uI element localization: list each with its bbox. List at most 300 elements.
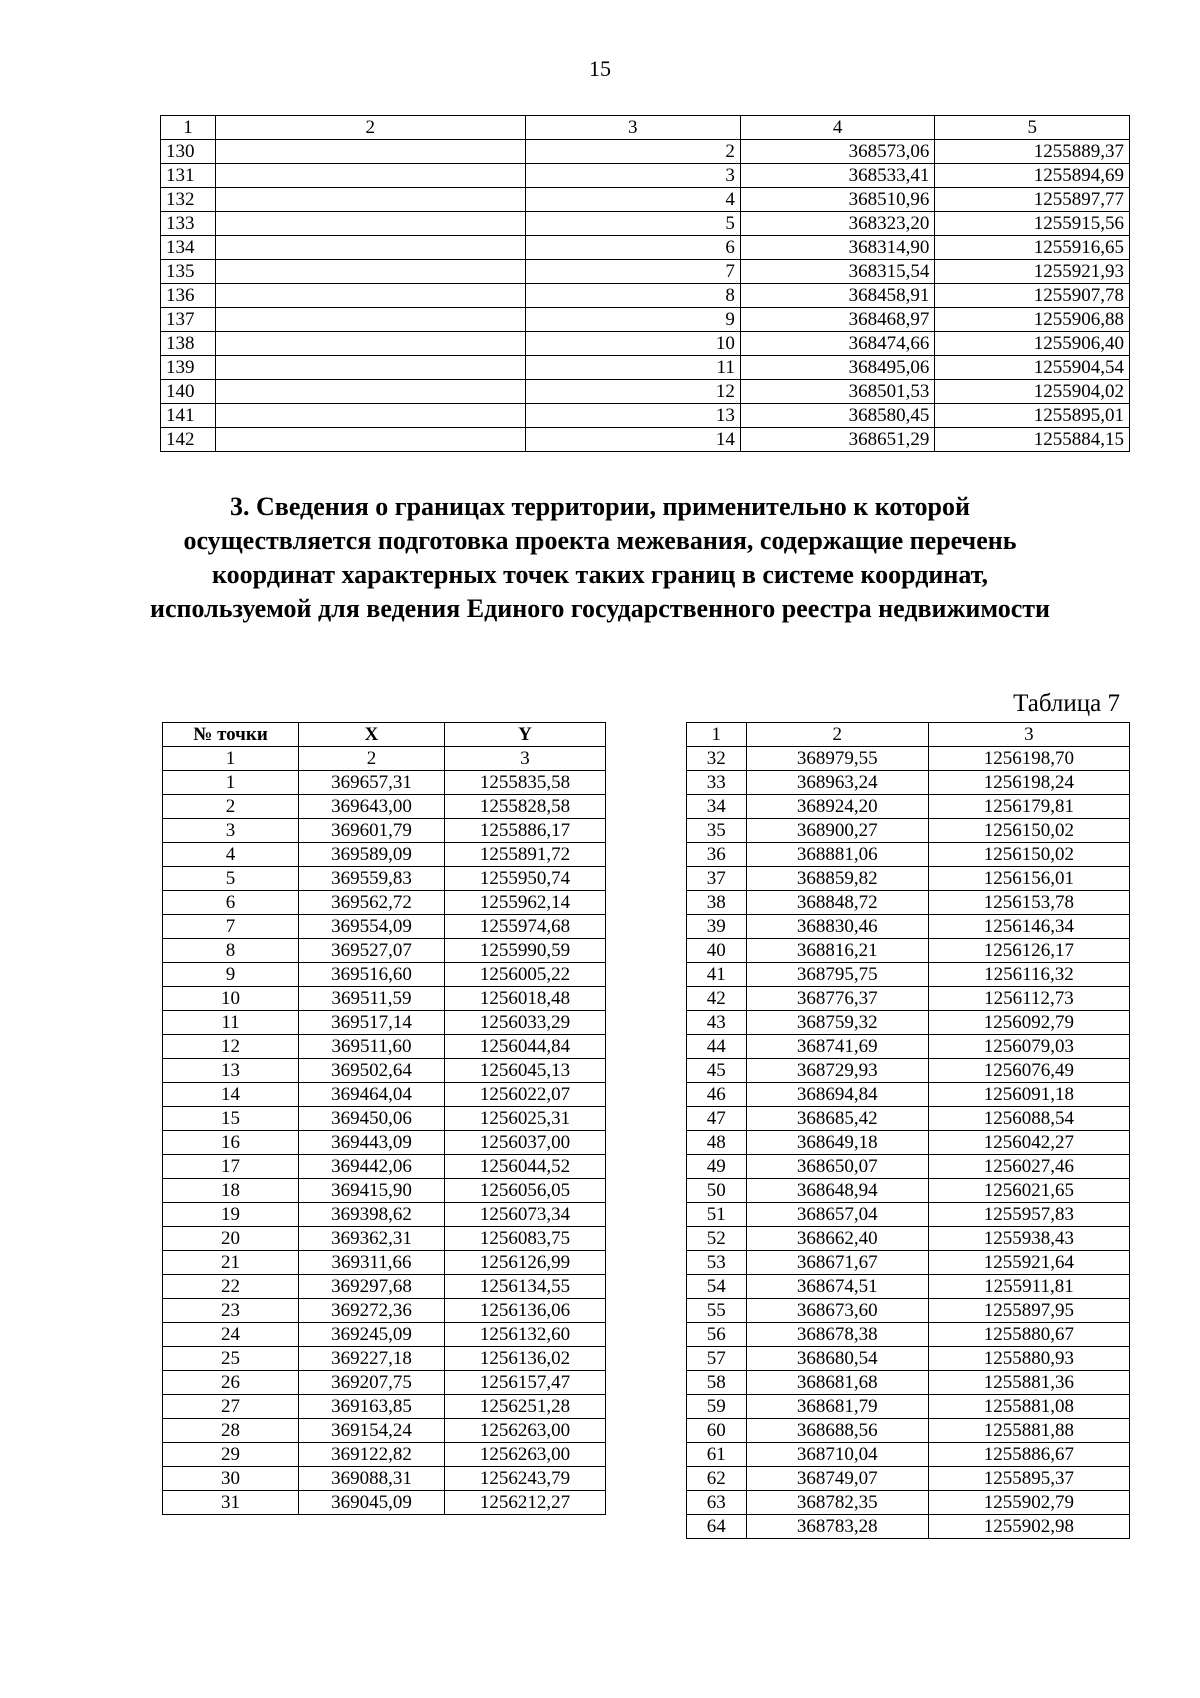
table-cell: 39 bbox=[687, 915, 747, 939]
table-cell: 1256056,05 bbox=[444, 1179, 605, 1203]
column-number-row bbox=[687, 723, 1130, 747]
table-cell: 369511,59 bbox=[299, 987, 445, 1011]
table-cell: 368681,68 bbox=[746, 1371, 928, 1395]
table-cell: 17 bbox=[163, 1155, 299, 1179]
table-cell: 1255957,83 bbox=[928, 1203, 1129, 1227]
table-cell: 1255962,14 bbox=[444, 891, 605, 915]
column-number-cell: 3 bbox=[444, 747, 605, 771]
table-row bbox=[163, 939, 606, 963]
table-cell: 8 bbox=[525, 284, 740, 308]
table-cell: 1256076,49 bbox=[928, 1059, 1129, 1083]
table-cell: 10 bbox=[525, 332, 740, 356]
table-cell: 61 bbox=[687, 1443, 747, 1467]
table-cell bbox=[215, 212, 525, 236]
table-cell: 142 bbox=[161, 428, 216, 452]
table-cell: 1255884,15 bbox=[935, 428, 1130, 452]
table-cell: 368649,18 bbox=[746, 1131, 928, 1155]
table-cell: 1256156,01 bbox=[928, 867, 1129, 891]
table-row bbox=[687, 1299, 1130, 1323]
table-cell: 369511,60 bbox=[299, 1035, 445, 1059]
table-cell: 59 bbox=[687, 1395, 747, 1419]
table-cell: 1256136,02 bbox=[444, 1347, 605, 1371]
table-cell: 1256083,75 bbox=[444, 1227, 605, 1251]
table-cell: 1256022,07 bbox=[444, 1083, 605, 1107]
table-cell: 369398,62 bbox=[299, 1203, 445, 1227]
table-cell: 43 bbox=[687, 1011, 747, 1035]
table-cell: 368979,55 bbox=[746, 747, 928, 771]
table-row bbox=[687, 891, 1130, 915]
table-cell: 136 bbox=[161, 284, 216, 308]
table-cell: 368830,46 bbox=[746, 915, 928, 939]
table-row bbox=[687, 915, 1130, 939]
table-row bbox=[687, 1323, 1130, 1347]
table-cell: 47 bbox=[687, 1107, 747, 1131]
table-cell: 54 bbox=[687, 1275, 747, 1299]
table-cell: 1256263,00 bbox=[444, 1443, 605, 1467]
table-row bbox=[687, 1011, 1130, 1035]
table-cell: 42 bbox=[687, 987, 747, 1011]
table-cell: 24 bbox=[163, 1323, 299, 1347]
table-cell: 368741,69 bbox=[746, 1035, 928, 1059]
table-cell: 56 bbox=[687, 1323, 747, 1347]
table-cell: 369464,04 bbox=[299, 1083, 445, 1107]
table-cell: 368315,54 bbox=[740, 260, 935, 284]
table-cell: 368573,06 bbox=[740, 140, 935, 164]
table-cell: 53 bbox=[687, 1251, 747, 1275]
table-cell: 369227,18 bbox=[299, 1347, 445, 1371]
table-cell: 1256025,31 bbox=[444, 1107, 605, 1131]
table-row bbox=[161, 236, 1130, 260]
table-row bbox=[163, 1347, 606, 1371]
table-cell: 1255904,02 bbox=[935, 380, 1130, 404]
table-row bbox=[687, 1491, 1130, 1515]
table-cell: 10 bbox=[163, 987, 299, 1011]
table-row bbox=[163, 1131, 606, 1155]
table-caption: Таблица 7 bbox=[1013, 690, 1120, 717]
table-cell: 368678,38 bbox=[746, 1323, 928, 1347]
table-cell: 369088,31 bbox=[299, 1467, 445, 1491]
table-cell: 1 bbox=[163, 771, 299, 795]
table-row bbox=[163, 1443, 606, 1467]
table-cell bbox=[215, 380, 525, 404]
table-cell: 369559,83 bbox=[299, 867, 445, 891]
table-cell: 1256136,06 bbox=[444, 1299, 605, 1323]
table-row bbox=[687, 1059, 1130, 1083]
table-cell: 1256088,54 bbox=[928, 1107, 1129, 1131]
table-cell: 369562,72 bbox=[299, 891, 445, 915]
column-number-row bbox=[163, 747, 606, 771]
table-cell: 12 bbox=[525, 380, 740, 404]
table-cell: 368651,29 bbox=[740, 428, 935, 452]
table-cell: 1255938,43 bbox=[928, 1227, 1129, 1251]
table-row bbox=[687, 1083, 1130, 1107]
table-cell bbox=[215, 140, 525, 164]
table-row bbox=[161, 164, 1130, 188]
table-cell: 1256079,03 bbox=[928, 1035, 1129, 1059]
table-cell: 1255880,93 bbox=[928, 1347, 1129, 1371]
table-row bbox=[687, 1467, 1130, 1491]
table-cell: 368510,96 bbox=[740, 188, 935, 212]
table-cell: 134 bbox=[161, 236, 216, 260]
table-cell: 1255921,93 bbox=[935, 260, 1130, 284]
table-row bbox=[161, 140, 1130, 164]
table-cell: 62 bbox=[687, 1467, 747, 1491]
table-cell: 130 bbox=[161, 140, 216, 164]
table-cell: 368688,56 bbox=[746, 1419, 928, 1443]
table-row bbox=[161, 212, 1130, 236]
column-header-cell: № точки bbox=[163, 723, 299, 747]
table-row bbox=[161, 332, 1130, 356]
table-cell: 368681,79 bbox=[746, 1395, 928, 1419]
table-cell: 4 bbox=[163, 843, 299, 867]
column-number-row bbox=[161, 116, 1130, 140]
table-cell: 1256132,60 bbox=[444, 1323, 605, 1347]
table-cell: 138 bbox=[161, 332, 216, 356]
table-cell: 368650,07 bbox=[746, 1155, 928, 1179]
table-cell: 1255950,74 bbox=[444, 867, 605, 891]
table-row bbox=[163, 963, 606, 987]
table-cell: 368474,66 bbox=[740, 332, 935, 356]
table-cell: 5 bbox=[163, 867, 299, 891]
table-cell: 1256126,17 bbox=[928, 939, 1129, 963]
column-number-cell: 4 bbox=[740, 116, 935, 140]
table-row bbox=[687, 819, 1130, 843]
table-cell: 26 bbox=[163, 1371, 299, 1395]
table-row bbox=[687, 1035, 1130, 1059]
table-row bbox=[163, 1395, 606, 1419]
table-row bbox=[687, 1131, 1130, 1155]
table-cell: 2 bbox=[163, 795, 299, 819]
table-cell: 1256033,29 bbox=[444, 1011, 605, 1035]
table-cell: 46 bbox=[687, 1083, 747, 1107]
table-cell: 48 bbox=[687, 1131, 747, 1155]
table-cell: 369045,09 bbox=[299, 1491, 445, 1515]
table-cell bbox=[215, 260, 525, 284]
table-cell bbox=[215, 308, 525, 332]
table-row bbox=[161, 260, 1130, 284]
table-cell: 1255915,56 bbox=[935, 212, 1130, 236]
table-cell: 368685,42 bbox=[746, 1107, 928, 1131]
table-cell: 1255902,79 bbox=[928, 1491, 1129, 1515]
table-row bbox=[687, 843, 1130, 867]
table-cell: 58 bbox=[687, 1371, 747, 1395]
table-cell: 3 bbox=[525, 164, 740, 188]
table-row bbox=[163, 843, 606, 867]
table-row bbox=[163, 867, 606, 891]
table-cell: 1256263,00 bbox=[444, 1419, 605, 1443]
table-cell: 369589,09 bbox=[299, 843, 445, 867]
table-cell: 1255904,54 bbox=[935, 356, 1130, 380]
table-cell: 1255886,17 bbox=[444, 819, 605, 843]
table-cell: 28 bbox=[163, 1419, 299, 1443]
table-cell: 369245,09 bbox=[299, 1323, 445, 1347]
table-cell: 16 bbox=[163, 1131, 299, 1155]
column-header-row bbox=[163, 723, 606, 747]
table-row bbox=[163, 987, 606, 1011]
table-cell: 13 bbox=[163, 1059, 299, 1083]
table-cell: 368580,45 bbox=[740, 404, 935, 428]
table-row bbox=[163, 1083, 606, 1107]
table-cell: 27 bbox=[163, 1395, 299, 1419]
table-row bbox=[687, 939, 1130, 963]
table-cell: 1256150,02 bbox=[928, 843, 1129, 867]
table-cell: 368680,54 bbox=[746, 1347, 928, 1371]
table-row bbox=[687, 1419, 1130, 1443]
table-row bbox=[687, 963, 1130, 987]
table-cell: 132 bbox=[161, 188, 216, 212]
table-cell: 1255886,67 bbox=[928, 1443, 1129, 1467]
table-cell: 368749,07 bbox=[746, 1467, 928, 1491]
table-cell: 1255902,98 bbox=[928, 1515, 1129, 1539]
table-cell: 14 bbox=[163, 1083, 299, 1107]
table-row bbox=[687, 771, 1130, 795]
table-cell: 1256212,27 bbox=[444, 1491, 605, 1515]
table-cell: 1256092,79 bbox=[928, 1011, 1129, 1035]
table-row bbox=[163, 1467, 606, 1491]
table-cell: 137 bbox=[161, 308, 216, 332]
table-cell: 369450,06 bbox=[299, 1107, 445, 1131]
table-cell: 1256153,78 bbox=[928, 891, 1129, 915]
table-cell bbox=[215, 284, 525, 308]
column-number-cell: 3 bbox=[928, 723, 1129, 747]
table-cell: 23 bbox=[163, 1299, 299, 1323]
table-cell: 1256157,47 bbox=[444, 1371, 605, 1395]
table-row bbox=[163, 891, 606, 915]
table-row bbox=[687, 1371, 1130, 1395]
table-cell: 140 bbox=[161, 380, 216, 404]
table-cell: 368323,20 bbox=[740, 212, 935, 236]
table-row bbox=[163, 1491, 606, 1515]
table-cell: 1255889,37 bbox=[935, 140, 1130, 164]
table-cell: 1256044,52 bbox=[444, 1155, 605, 1179]
table-row bbox=[163, 915, 606, 939]
table-row bbox=[687, 1443, 1130, 1467]
table-cell: 8 bbox=[163, 939, 299, 963]
table-cell: 368710,04 bbox=[746, 1443, 928, 1467]
table-cell: 1256251,28 bbox=[444, 1395, 605, 1419]
table-cell: 368924,20 bbox=[746, 795, 928, 819]
table-cell: 368314,90 bbox=[740, 236, 935, 260]
table-cell: 1256243,79 bbox=[444, 1467, 605, 1491]
table-cell: 368657,04 bbox=[746, 1203, 928, 1227]
table-cell: 51 bbox=[687, 1203, 747, 1227]
table-cell: 29 bbox=[163, 1443, 299, 1467]
table-cell: 368795,75 bbox=[746, 963, 928, 987]
table-cell: 49 bbox=[687, 1155, 747, 1179]
table-cell: 1256179,81 bbox=[928, 795, 1129, 819]
table-cell: 368881,06 bbox=[746, 843, 928, 867]
table-cell: 1256044,84 bbox=[444, 1035, 605, 1059]
table-cell: 13 bbox=[525, 404, 740, 428]
table-cell: 369554,09 bbox=[299, 915, 445, 939]
table-cell: 64 bbox=[687, 1515, 747, 1539]
table-cell: 368458,91 bbox=[740, 284, 935, 308]
table-cell: 1255974,68 bbox=[444, 915, 605, 939]
column-number-cell: 1 bbox=[687, 723, 747, 747]
column-number-cell: 2 bbox=[299, 747, 445, 771]
table-cell: 1255907,78 bbox=[935, 284, 1130, 308]
table-row bbox=[687, 1515, 1130, 1539]
table-cell: 368648,94 bbox=[746, 1179, 928, 1203]
table-cell: 50 bbox=[687, 1179, 747, 1203]
table-cell: 2 bbox=[525, 140, 740, 164]
table-row bbox=[687, 795, 1130, 819]
column-number-cell: 1 bbox=[161, 116, 216, 140]
table-cell: 37 bbox=[687, 867, 747, 891]
table-cell: 1256112,73 bbox=[928, 987, 1129, 1011]
page-number: 15 bbox=[589, 56, 611, 81]
table-cell: 1255921,64 bbox=[928, 1251, 1129, 1275]
table-row bbox=[687, 1347, 1130, 1371]
table-cell bbox=[215, 188, 525, 212]
table-row bbox=[687, 1107, 1130, 1131]
table-cell: 1256037,00 bbox=[444, 1131, 605, 1155]
table-row bbox=[163, 1275, 606, 1299]
table-cell: 30 bbox=[163, 1467, 299, 1491]
table-row bbox=[163, 1035, 606, 1059]
table-cell: 1256146,34 bbox=[928, 915, 1129, 939]
table-row bbox=[163, 1371, 606, 1395]
table-cell: 11 bbox=[525, 356, 740, 380]
section-heading: 3. Сведения о границах территории, применительно к которой осуществляется подготовка проекта межевания, содержащие перечень координат характерных точек таких границ в системе координат, используемой для ведения Единого государственного реестра недвижимости bbox=[150, 492, 1050, 623]
table-row bbox=[163, 1203, 606, 1227]
table-cell: 369297,68 bbox=[299, 1275, 445, 1299]
table-cell: 6 bbox=[525, 236, 740, 260]
column-header-cell: X bbox=[299, 723, 445, 747]
table-cell: 368468,97 bbox=[740, 308, 935, 332]
table-row bbox=[163, 1107, 606, 1131]
table-cell: 368776,37 bbox=[746, 987, 928, 1011]
table-cell: 369163,85 bbox=[299, 1395, 445, 1419]
table-cell: 1255881,08 bbox=[928, 1395, 1129, 1419]
table-row bbox=[687, 1179, 1130, 1203]
column-number-cell: 2 bbox=[746, 723, 928, 747]
table-cell: 21 bbox=[163, 1251, 299, 1275]
table-cell: 369272,36 bbox=[299, 1299, 445, 1323]
table-cell: 368662,40 bbox=[746, 1227, 928, 1251]
column-number-cell: 1 bbox=[163, 747, 299, 771]
table-cell: 368673,60 bbox=[746, 1299, 928, 1323]
table-cell: 63 bbox=[687, 1491, 747, 1515]
table-row bbox=[163, 795, 606, 819]
table-cell: 1256150,02 bbox=[928, 819, 1129, 843]
continued-coordinates-table bbox=[160, 115, 1130, 452]
column-header-cell: Y bbox=[444, 723, 605, 747]
table-cell: 1255897,77 bbox=[935, 188, 1130, 212]
column-number-cell: 3 bbox=[525, 116, 740, 140]
table-row bbox=[161, 356, 1130, 380]
table-cell: 35 bbox=[687, 819, 747, 843]
table-row bbox=[687, 1203, 1130, 1227]
table-row bbox=[163, 1011, 606, 1035]
table-cell: 368816,21 bbox=[746, 939, 928, 963]
table-cell: 38 bbox=[687, 891, 747, 915]
table-cell: 34 bbox=[687, 795, 747, 819]
table-cell: 1256018,48 bbox=[444, 987, 605, 1011]
table-cell: 19 bbox=[163, 1203, 299, 1227]
table-cell: 6 bbox=[163, 891, 299, 915]
table-cell: 32 bbox=[687, 747, 747, 771]
table-row bbox=[163, 1299, 606, 1323]
table-row bbox=[163, 1179, 606, 1203]
table-cell: 368495,06 bbox=[740, 356, 935, 380]
table-cell: 131 bbox=[161, 164, 216, 188]
table-cell: 1255880,67 bbox=[928, 1323, 1129, 1347]
table-cell: 368674,51 bbox=[746, 1275, 928, 1299]
table-row bbox=[687, 1227, 1130, 1251]
table-cell: 368694,84 bbox=[746, 1083, 928, 1107]
table-cell: 25 bbox=[163, 1347, 299, 1371]
table-cell: 369657,31 bbox=[299, 771, 445, 795]
table-cell: 1256198,70 bbox=[928, 747, 1129, 771]
table-cell: 7 bbox=[525, 260, 740, 284]
table-cell: 33 bbox=[687, 771, 747, 795]
coordinates-table-left bbox=[162, 722, 606, 1515]
table-row bbox=[161, 188, 1130, 212]
table-cell: 368782,35 bbox=[746, 1491, 928, 1515]
table-cell: 369442,06 bbox=[299, 1155, 445, 1179]
table-row bbox=[687, 1155, 1130, 1179]
table-row bbox=[687, 1275, 1130, 1299]
table-cell: 31 bbox=[163, 1491, 299, 1515]
table-row bbox=[163, 1323, 606, 1347]
table-row bbox=[163, 1419, 606, 1443]
table-cell: 369362,31 bbox=[299, 1227, 445, 1251]
table-cell: 139 bbox=[161, 356, 216, 380]
table-cell: 1256021,65 bbox=[928, 1179, 1129, 1203]
table-cell: 368848,72 bbox=[746, 891, 928, 915]
table-cell: 369154,24 bbox=[299, 1419, 445, 1443]
table-cell: 1256116,32 bbox=[928, 963, 1129, 987]
table-row bbox=[687, 747, 1130, 771]
table-cell: 1255911,81 bbox=[928, 1275, 1129, 1299]
table-cell: 1256134,55 bbox=[444, 1275, 605, 1299]
table-cell bbox=[215, 164, 525, 188]
table-cell: 18 bbox=[163, 1179, 299, 1203]
table-cell: 20 bbox=[163, 1227, 299, 1251]
table-cell: 369207,75 bbox=[299, 1371, 445, 1395]
table-cell: 3 bbox=[163, 819, 299, 843]
table-cell: 369311,66 bbox=[299, 1251, 445, 1275]
table-cell: 1256198,24 bbox=[928, 771, 1129, 795]
table-cell: 1255828,58 bbox=[444, 795, 605, 819]
table-cell: 12 bbox=[163, 1035, 299, 1059]
column-number-cell: 2 bbox=[215, 116, 525, 140]
table-row bbox=[161, 380, 1130, 404]
table-cell: 45 bbox=[687, 1059, 747, 1083]
table-row bbox=[161, 428, 1130, 452]
table-cell: 1255906,40 bbox=[935, 332, 1130, 356]
table-cell: 57 bbox=[687, 1347, 747, 1371]
table-cell: 7 bbox=[163, 915, 299, 939]
table-cell: 55 bbox=[687, 1299, 747, 1323]
table-cell: 369517,14 bbox=[299, 1011, 445, 1035]
table-cell: 1256027,46 bbox=[928, 1155, 1129, 1179]
table-cell bbox=[215, 404, 525, 428]
table-cell: 368783,28 bbox=[746, 1515, 928, 1539]
table-row bbox=[163, 819, 606, 843]
table-row bbox=[687, 987, 1130, 1011]
coordinates-table-right bbox=[686, 722, 1130, 1539]
table-cell: 15 bbox=[163, 1107, 299, 1131]
table-cell: 4 bbox=[525, 188, 740, 212]
table-cell: 1255916,65 bbox=[935, 236, 1130, 260]
table-cell: 369516,60 bbox=[299, 963, 445, 987]
table-cell: 1256045,13 bbox=[444, 1059, 605, 1083]
table-cell: 9 bbox=[525, 308, 740, 332]
table-cell: 369643,00 bbox=[299, 795, 445, 819]
table-cell: 14 bbox=[525, 428, 740, 452]
